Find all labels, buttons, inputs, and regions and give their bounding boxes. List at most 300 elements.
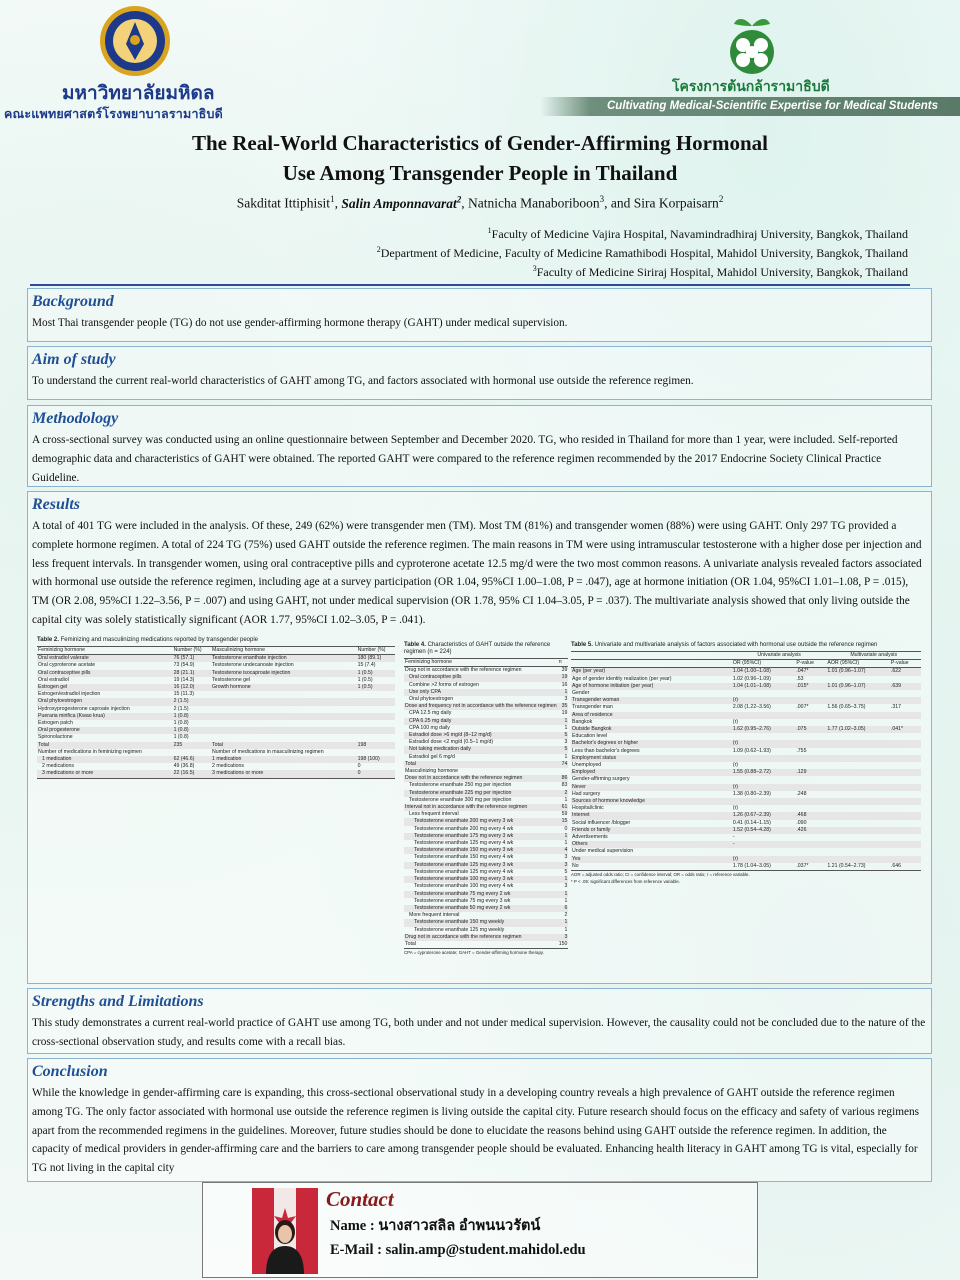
table-cell xyxy=(357,749,395,756)
table-row xyxy=(37,756,395,763)
table-cell xyxy=(890,848,921,855)
table-caption: Table 2. Feminizing and masculinizing medications reported by transgender people xyxy=(37,637,259,643)
table-cell xyxy=(732,733,796,740)
table-row xyxy=(404,840,568,847)
table-cell xyxy=(890,841,921,848)
author-name-presenting: Salin Amponnavarat xyxy=(341,195,457,211)
table-cell xyxy=(890,784,921,791)
table-cell: 2 (1.5) xyxy=(173,698,211,705)
table-cell: .248 xyxy=(796,790,807,797)
table-cell: .015* xyxy=(795,683,826,690)
table-cell: Sources of hormone knowledge xyxy=(571,798,732,805)
table-cell: 1 (0.8) xyxy=(173,713,211,720)
table-header: n xyxy=(558,659,569,667)
table-cell: 1 xyxy=(558,891,569,898)
table-row xyxy=(571,820,921,827)
table-cell: 15 (11.3) xyxy=(173,691,194,698)
table-cell: .755 xyxy=(796,747,807,754)
table-cell xyxy=(890,748,921,755)
table-cell xyxy=(826,776,890,783)
table-cell xyxy=(826,676,890,683)
table-cell: 83 xyxy=(561,782,568,789)
table-cell: .622 xyxy=(890,668,921,676)
table-cell: 2 medications xyxy=(42,763,75,770)
table-cell: Pueraria mirifica (Kwao krua) xyxy=(37,713,173,720)
table-row xyxy=(404,862,568,869)
table-cell xyxy=(795,762,826,769)
group-header: Univariate analysis xyxy=(732,652,827,660)
table-cell: 74 xyxy=(558,761,569,768)
table-cell: 150 xyxy=(558,940,568,947)
table-row xyxy=(571,769,921,776)
table-cell xyxy=(890,740,921,747)
table-cell: 15 (7.4) xyxy=(357,662,376,669)
table-cell: (r) xyxy=(732,762,739,769)
table-row xyxy=(404,905,568,912)
table-cell: Testosterone enanthate 300 mg per injection xyxy=(409,796,512,803)
author-name: Sira Korpaisarn xyxy=(633,195,719,211)
table-cell xyxy=(357,734,395,741)
table-cell: Testosterone enanthate 125 mg weekly xyxy=(414,926,505,933)
contact-heading: Contact xyxy=(326,1187,394,1211)
table-cell xyxy=(795,784,826,791)
table-cell: 1.04 (1.01–1.08) xyxy=(732,683,796,690)
table-cell: 1 (0.8) xyxy=(173,727,211,734)
table-cell: 1 xyxy=(564,840,568,847)
table-header: Feminizing hormone xyxy=(404,659,558,667)
table-row xyxy=(571,762,921,769)
table-cell: Outside Bangkok xyxy=(571,726,732,733)
table-cell: - xyxy=(732,841,796,848)
table-cell: 1 (0.8) xyxy=(173,720,189,727)
table-header: Number (%) xyxy=(173,647,211,655)
table-caption: Table 4. Characteristics of GAHT outside the reference regimen (n = 224) xyxy=(404,642,551,655)
table-cell: 198 (100) xyxy=(357,756,395,763)
table-cell: Testosterone enanthate 125 mg every 4 wk xyxy=(414,840,514,847)
table-cell: Estradiol gel 6 mg/d xyxy=(409,753,455,760)
table-row xyxy=(37,655,395,663)
affiliation-3: $^3$Faculty of Medicine Siriraj Hospital, Mahidol University, Bangkok, Thailand xyxy=(532,264,908,279)
tagline-banner: Cultivating Medical-Scientific Expertise for Medical Students xyxy=(540,97,960,116)
author-list: Sakditat Ittiphisit$^1$, Salin Amponnavarat$^2$, Natnicha Manaboriboon$^3$, and Sira Korpaisarn$^2$ xyxy=(236,194,724,211)
table-cell: 19 (14.3) xyxy=(173,676,195,683)
table-cell: 1.02 (0.96–1.09) xyxy=(732,675,771,682)
table-cell: .426 xyxy=(795,827,826,834)
table-cell xyxy=(826,762,890,769)
section-heading: Aim of study xyxy=(32,351,116,368)
table-row xyxy=(404,718,568,725)
table-cell: 1 xyxy=(564,753,568,760)
table-cell xyxy=(795,712,826,719)
section-heading: Strengths and Limitations xyxy=(32,993,204,1010)
table-5 xyxy=(571,642,921,885)
table-row xyxy=(37,749,395,756)
table-cell: 2.08 (1.22–3.56) xyxy=(732,704,771,711)
table-row xyxy=(571,834,921,841)
table-cell: (r) xyxy=(732,718,739,725)
table-cell: Oral estradiol valerate xyxy=(37,655,173,663)
table-row xyxy=(404,826,568,833)
table-header: Masculinizing hormone xyxy=(211,647,357,655)
table-cell xyxy=(732,848,796,855)
table-cell: 1.01 (0.96–1.07) xyxy=(826,683,890,690)
table-row xyxy=(37,662,395,669)
table-cell xyxy=(558,768,569,775)
section-text: A total of 401 TG were included in the analysis. Of these, 249 (62%) were transgender men (TM). Most TM (81%) and transgender women (88%) were using GAHT. Only 297 TG provided a complete hormone regimen. A total of 224 TG (75%) used GAHT outside the reference regimen. The main reasons in TM were using intramuscular testosterone with a higher dose per injection and less frequent intervals. In transgender women, using oral contraceptive pills and cyproterone acetate 12.5 mg/d were the two most common reasons. A univariate analysis revealed factors associated with hormonal use outside the reference regimen, including age at a survey participation (OR 1.04, 95%CI 1.00–1.08, P = .047), age at hormone initiation (OR 1.04, 95%CI 1.01–1.08, P = .015), TM (OR 2.08, 95%CI 1.22–3.56, P = .007) and using GAHT, not under medical supervision (OR 1.78, 95% CI 1.04–3.05, P = .037). The multivariate analysis showed that only living outside the capital city was solely statistically significant (AOR 1.77, 95%CI 1.02–3.05, P = .041). xyxy=(32,520,922,626)
table-cell: Masculinizing hormone xyxy=(405,768,459,775)
table-cell: Total xyxy=(37,742,173,749)
table-cell: Testosterone enanthate injection xyxy=(211,655,357,663)
table-cell: Number of medications in feminizing regimen xyxy=(38,748,142,755)
table-cell xyxy=(890,856,921,863)
table-row xyxy=(571,668,921,676)
table-cell xyxy=(826,748,890,755)
table-cell xyxy=(890,712,921,719)
table-caption: Table 5. Univariate and multivariate analysis of factors associated with hormonal use outside the reference regimen xyxy=(571,642,878,648)
section-background xyxy=(27,288,932,342)
table-cell: 1.09 (0.62–1.93) xyxy=(732,747,771,754)
table-cell: 198 xyxy=(357,742,395,749)
table-cell: 1 (0.5) xyxy=(357,676,373,683)
table-cell: 1.01 (0.96–1.07) xyxy=(826,668,890,676)
table-row xyxy=(37,734,395,741)
table-cell: 86 xyxy=(558,775,569,782)
table-cell xyxy=(211,727,357,734)
section-text: While the knowledge in gender-affirming care is expanding, this cross-sectional observational study in a developing country reveals a high prevalence of GAHT outside the reference regimen among TG. The only factor associated with hormonal use outside the reference regimen is living outside the capital city. Future research should focus on the efficacy and safety of various regimens apart from the recommended regimens in the guidelines. Moreover, future studies should be done to elucidate the reasons behind using GAHT outside the reference regimen. In addition, the capacity of medical providers in gender-affirming care and the barriers to care among transgender people should be evaluated. Enhancing health literacy in GAHT among TG is vital, especially for TG not living in the capital city xyxy=(32,1087,920,1175)
table-row xyxy=(404,739,568,746)
table-cell: 39 xyxy=(561,667,568,674)
table-cell: Testosterone enanthate 50 mg every 2 wk xyxy=(404,905,558,912)
section-text: To understand the current real-world characteristics of GAHT among TG, and factors associated with hormonal use outside the reference regimen. xyxy=(32,375,694,387)
table-row xyxy=(404,883,568,890)
table-cell: Oral estradiol xyxy=(38,676,69,683)
table-cell: 76 (57.1) xyxy=(173,655,211,663)
table-cell: .53 xyxy=(796,675,804,682)
table-row xyxy=(404,790,568,797)
affiliation-1: $^1$Faculty of Medicine Vajira Hospital, Navamindradhiraj University, Bangkok, Thailand xyxy=(487,226,908,241)
table-cell xyxy=(826,740,890,747)
table-cell: 2 medications xyxy=(212,763,245,770)
table-cell: Internet xyxy=(571,812,732,819)
table-cell xyxy=(795,798,826,805)
table-row xyxy=(571,791,921,798)
table-row xyxy=(571,827,921,834)
table-cell: Testosterone enanthate 175 mg every 3 wk xyxy=(404,833,558,840)
table-row xyxy=(571,712,921,719)
table-cell: 16 (12.0) xyxy=(173,684,211,691)
table-row xyxy=(571,848,921,855)
table-cell: 2 xyxy=(564,912,568,919)
table-cell xyxy=(211,734,357,741)
table-cell: Testosterone gel xyxy=(212,676,251,683)
table-cell: CPA 12.5 mg daily xyxy=(409,710,452,717)
table-row xyxy=(571,805,921,812)
contact-email[interactable]: E-Mail : salin.amp@student.mahidol.edu xyxy=(330,1242,586,1258)
table-header: P-value xyxy=(890,660,921,668)
table-cell: 3 medications or more xyxy=(37,770,173,778)
group-header: Multivariate analysis xyxy=(826,652,921,660)
table-cell: Advertisements xyxy=(572,834,608,841)
poster-title xyxy=(60,128,900,188)
table-cell: Hydroxyprogesterone caproate injection xyxy=(38,705,130,712)
project-name: โครงการต้นกล้ารามาธิบดี xyxy=(672,78,830,94)
table-row xyxy=(37,706,395,713)
table-cell: Testosterone enanthate 150 mg weekly xyxy=(404,919,558,926)
author-name: Natnicha Manaboriboon xyxy=(467,195,600,211)
table-cell xyxy=(826,848,890,855)
table-cell: Testosterone enanthate 225 mg per injection xyxy=(404,790,558,797)
table-cell xyxy=(732,755,796,762)
section-strengths-limitations xyxy=(27,988,932,1054)
table-cell: 3 xyxy=(564,883,568,890)
table-cell xyxy=(826,820,890,827)
table-cell: Gender xyxy=(572,690,590,697)
table-cell: Age (per year) xyxy=(571,668,732,676)
table-row xyxy=(404,768,568,775)
table-cell: 1 xyxy=(558,876,569,883)
table-row xyxy=(571,776,921,783)
table-cell xyxy=(890,697,921,704)
university-name: มหาวิทยาลัยมหิดล xyxy=(62,83,215,104)
table-cell: Testosterone enanthate 100 mg every 4 wk xyxy=(414,883,514,890)
table-row xyxy=(404,876,568,883)
table-cell: (r) xyxy=(732,856,796,863)
table-cell: 22 (16.5) xyxy=(173,770,211,778)
table-row xyxy=(571,856,921,863)
table-cell: Testosterone enanthate 100 mg every 3 wk xyxy=(404,876,558,883)
table-cell: Transgender woman xyxy=(571,697,732,704)
table-cell: 3 medications or more xyxy=(211,770,357,778)
table-cell xyxy=(890,820,921,827)
table-cell: 1 xyxy=(558,919,569,926)
table-cell: Hospital/clinic xyxy=(572,805,604,812)
table-cell: Testosterone enanthate 250 mg per injection xyxy=(409,782,512,789)
table-row xyxy=(571,812,921,819)
table-row xyxy=(404,912,568,919)
table-cell xyxy=(826,755,890,762)
table-row xyxy=(37,677,395,684)
table-cell xyxy=(890,769,921,776)
table-cell: 1 xyxy=(564,796,568,803)
table-row xyxy=(571,755,921,762)
table-row xyxy=(571,733,921,740)
table-cell: Bangkok xyxy=(572,718,593,725)
table-cell: 1.26 (0.67–2.39) xyxy=(732,812,796,819)
table-cell xyxy=(890,733,921,740)
table-row xyxy=(37,713,395,720)
table-cell: 0.41 (0.14–1.15) xyxy=(732,819,771,826)
table-cell xyxy=(211,706,357,713)
table-cell xyxy=(795,755,826,762)
table-header: OR (95%CI) xyxy=(732,660,796,668)
table-cell: .639 xyxy=(890,683,921,690)
table-footnote: * P < .05: significant differences from reference variable. xyxy=(571,879,681,885)
table-row xyxy=(404,674,568,681)
table-cell: Others xyxy=(571,841,732,848)
table-cell: .037* xyxy=(795,863,826,871)
table-cell: Oral cyproterone acetate xyxy=(38,662,96,669)
table-cell xyxy=(173,749,211,756)
table-2 xyxy=(37,637,395,779)
table-cell: Use only CPA xyxy=(404,689,558,696)
table-row xyxy=(404,869,568,876)
table-cell: Oral contraceptive pills xyxy=(37,670,173,677)
table-header: AOR (95%CI) xyxy=(826,660,890,668)
table-cell xyxy=(826,690,890,697)
table-cell: Age of gender identity realization (per year) xyxy=(572,675,672,682)
table-cell: 1 (0.5) xyxy=(357,684,395,691)
table-cell xyxy=(357,713,395,720)
mahidol-university-seal-icon xyxy=(98,4,172,78)
table-cell: 1 (0.8) xyxy=(173,734,189,741)
section-heading: Conclusion xyxy=(32,1063,108,1080)
table-cell: Gender-affirming surgery xyxy=(572,776,630,783)
table-cell: 61 xyxy=(558,804,569,811)
table-cell: Social influencer /blogger xyxy=(572,819,631,826)
table-cell xyxy=(826,697,890,704)
table-cell: 3 xyxy=(564,696,568,703)
table-row xyxy=(571,683,921,690)
table-cell: 1 xyxy=(558,689,569,696)
table-cell: .468 xyxy=(795,812,826,819)
table-cell: .047* xyxy=(795,668,826,676)
table-cell xyxy=(890,676,921,683)
table-row xyxy=(404,854,568,861)
table-cell xyxy=(795,856,826,863)
section-heading: Results xyxy=(32,496,81,513)
table-cell: 235 xyxy=(173,742,211,749)
table-cell xyxy=(826,812,890,819)
table-row xyxy=(571,690,921,697)
table-cell xyxy=(357,691,395,698)
table-cell: Total xyxy=(211,742,357,749)
table-cell: Oral contraceptive pills xyxy=(404,674,558,681)
table-cell xyxy=(890,805,921,812)
table-cell xyxy=(795,697,826,704)
table-row xyxy=(571,697,921,704)
table-row xyxy=(404,898,568,905)
table-cell: Friends or family xyxy=(571,827,732,834)
table-cell xyxy=(890,798,921,805)
table-cell: 4 xyxy=(558,847,569,854)
table-cell: Estrogen gel xyxy=(37,684,173,691)
table-row xyxy=(404,754,568,761)
table-cell: Less frequent interval xyxy=(409,811,459,818)
table-cell: 28 (21.1) xyxy=(173,670,211,677)
table-cell xyxy=(795,690,826,697)
table-cell xyxy=(795,733,826,740)
table-cell: Spironolactone xyxy=(38,734,73,741)
table-cell: 0 xyxy=(357,763,361,770)
table-header: Number (%) xyxy=(357,647,395,655)
table-cell xyxy=(732,776,796,783)
table-cell: Combine >2 forms of estrogen xyxy=(409,681,479,688)
table-cell xyxy=(890,755,921,762)
table-cell: Growth hormone xyxy=(211,684,357,691)
table-cell: Testosterone undecanoate injection xyxy=(212,662,294,669)
table-cell xyxy=(826,841,890,848)
table-cell: 59 xyxy=(561,811,568,818)
table-cell: No xyxy=(571,863,732,871)
table-cell xyxy=(890,812,921,819)
table-cell xyxy=(211,698,357,705)
table-cell: Testosterone enanthate 200 mg every 4 wk xyxy=(414,825,514,832)
table-cell xyxy=(211,691,357,698)
table-cell: Testosterone enanthate 125 mg every 3 wk xyxy=(404,862,558,869)
table-row xyxy=(571,784,921,791)
table-cell: Estradiol dose <2 mg/d (0.5–1 mg/d) xyxy=(409,739,494,746)
table-cell: 1 (0.5) xyxy=(357,670,395,677)
table-cell: Unemployed xyxy=(572,762,602,769)
title-line-1: The Real-World Characteristics of Gender-Affirming Hormonal xyxy=(191,131,769,155)
table-cell: Not taking medication daily xyxy=(404,746,558,753)
table-row xyxy=(37,720,395,727)
table-cell: Education level xyxy=(572,733,608,740)
table-row xyxy=(404,746,568,753)
table-footnote: CPA = cyproterone acetate; GAHT = Gender-affirming hormone therapy. xyxy=(404,950,545,956)
table-cell: .007* xyxy=(796,704,809,711)
table-cell: 15 xyxy=(558,818,569,825)
table-cell xyxy=(890,834,921,841)
table-row xyxy=(571,748,921,755)
table-row xyxy=(404,804,568,811)
table-row xyxy=(37,763,395,770)
table-row xyxy=(404,811,568,818)
table-4 xyxy=(404,642,568,956)
table-cell: 1.56 (0.65–3.75) xyxy=(827,704,866,711)
table-cell: Testosterone enanthate 75 mg every 2 wk xyxy=(404,891,558,898)
table-cell xyxy=(826,791,890,798)
table-row xyxy=(404,818,568,825)
table-cell xyxy=(795,841,826,848)
table-cell: 1 xyxy=(564,926,568,933)
table-cell: 19 xyxy=(558,674,569,681)
table-cell: - xyxy=(732,834,735,841)
table-cell: 49 (36.8) xyxy=(173,763,195,770)
table-cell: 5 xyxy=(558,746,569,753)
table-row xyxy=(404,941,568,949)
table-cell xyxy=(890,762,921,769)
table-footnote: AOR = adjusted odds ratio; CI = confidence interval; OR = odds ratio; r = reference variable. xyxy=(571,872,750,878)
table-cell xyxy=(795,740,826,747)
table-cell: 1.52 (0.54–4.28) xyxy=(732,827,796,834)
table-cell: 16 xyxy=(561,681,568,688)
table-cell xyxy=(890,827,921,834)
ramathibodi-seedling-logo-icon xyxy=(726,12,778,76)
table-cell: Testosterone enanthate 75 mg every 3 wk xyxy=(414,897,511,904)
table-cell: Yes xyxy=(571,856,732,863)
table-cell: (r) xyxy=(732,740,796,747)
table-cell: Estrogen patch xyxy=(38,720,73,727)
table-cell xyxy=(826,719,890,726)
table-row xyxy=(404,689,568,696)
table-cell: .317 xyxy=(890,704,902,711)
section-text: A cross-sectional survey was conducted using an online questionnaire between September and December 2020. TG, who resided in Thailand for more than 1 year, were included. Self-reported demographic data and characteristics of GAHT were obtained. The reported GAHT were compared to the reference regimen recommended by the 2017 Endocrine Society Clinical Practice Guideline. xyxy=(32,434,898,484)
presenter-photo xyxy=(252,1188,318,1274)
table-cell: 1.21 (0.54–2.73) xyxy=(826,863,890,871)
table-cell: Testosterone enanthate 150 mg every 3 wk xyxy=(404,847,558,854)
table-cell: Age of hormone initiation (per year) xyxy=(571,683,732,690)
table-cell xyxy=(795,848,826,855)
table-cell: 1.04 (1.00–1.08) xyxy=(732,668,796,676)
table-row xyxy=(404,696,568,703)
table-cell: Testosterone enanthate 125 mg every 4 wk xyxy=(414,868,514,875)
table-cell: Oral phytoestrogen xyxy=(37,698,173,705)
table-row xyxy=(404,775,568,782)
table-cell: Bachelor's degrees or higher xyxy=(571,740,732,747)
table-cell: 73 (54.9) xyxy=(173,662,195,669)
table-cell: 3 xyxy=(564,854,568,861)
